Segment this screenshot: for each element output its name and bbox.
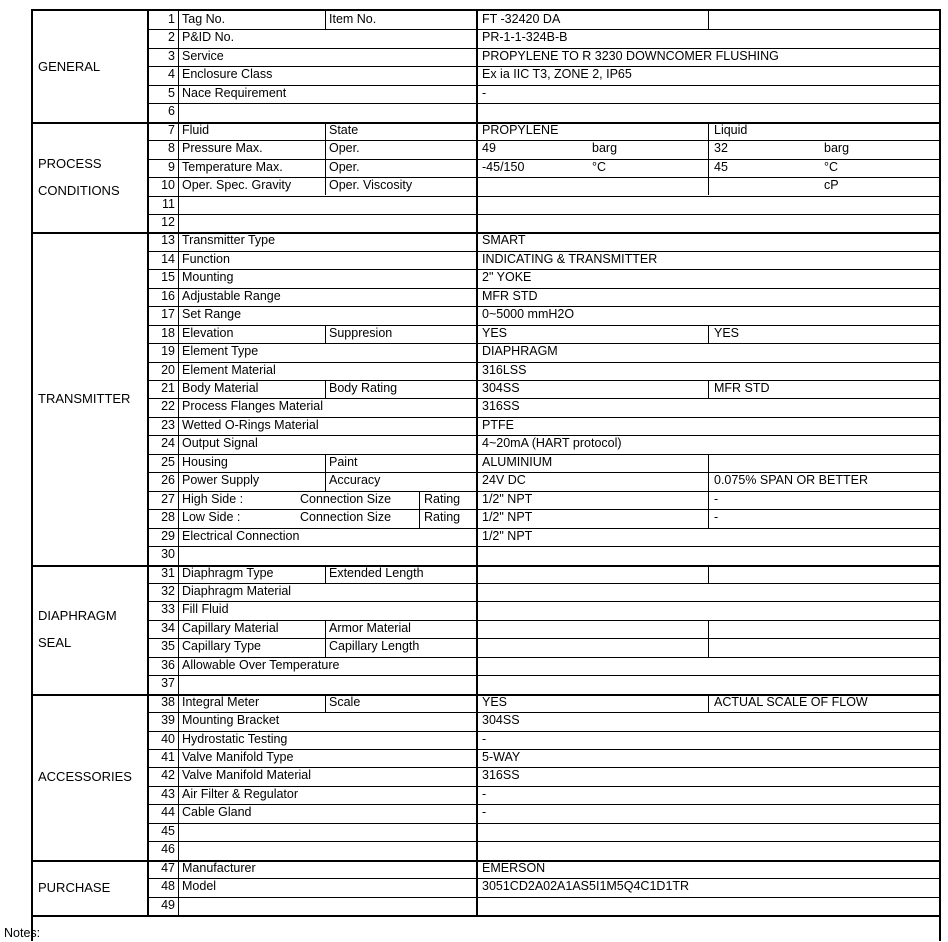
sublabel-divider bbox=[325, 177, 326, 195]
value2-divider bbox=[708, 694, 709, 712]
row-label: Air Filter & Regulator bbox=[182, 786, 299, 801]
row-unit-2: barg bbox=[824, 141, 850, 156]
row-number: 3 bbox=[168, 48, 175, 63]
row-sublabel: Capillary Length bbox=[329, 639, 420, 654]
row-label: Temperature Max. bbox=[182, 159, 283, 174]
row-number: 17 bbox=[161, 307, 175, 322]
value2-divider bbox=[708, 122, 709, 140]
value2-divider bbox=[708, 177, 709, 195]
value2-divider bbox=[708, 620, 709, 638]
value2-divider bbox=[708, 454, 709, 472]
sublabel-divider bbox=[325, 122, 326, 140]
row-sublabel: Paint bbox=[329, 454, 358, 469]
row-number: 11 bbox=[162, 196, 175, 211]
row-label: Wetted O-Rings Material bbox=[182, 417, 319, 432]
rating-divider bbox=[419, 491, 420, 509]
row-value: 5-WAY bbox=[482, 750, 521, 764]
row-label: Power Supply bbox=[182, 473, 260, 488]
row-label: Nace Requirement bbox=[182, 85, 287, 100]
row-number: 28 bbox=[161, 510, 175, 525]
row-value: YES bbox=[482, 694, 508, 709]
row-value: Ex ia IIC T3, ZONE 2, IP65 bbox=[482, 67, 632, 82]
row-label: Output Signal bbox=[182, 436, 258, 451]
row-unit: °C bbox=[592, 159, 607, 174]
row-number: 29 bbox=[161, 528, 175, 543]
row-number: 22 bbox=[161, 399, 175, 414]
row-label: Process Flanges Material bbox=[182, 399, 324, 414]
row-unit: barg bbox=[592, 141, 618, 156]
row-label: Valve Manifold Type bbox=[182, 750, 294, 764]
row-sublabel: Oper. Viscosity bbox=[329, 178, 413, 193]
row-value-2: MFR STD bbox=[714, 381, 770, 395]
row-value: 0~5000 mmH2O bbox=[482, 307, 575, 322]
row-value-2: ACTUAL SCALE OF FLOW bbox=[714, 694, 868, 709]
row-label: Mounting Bracket bbox=[182, 713, 280, 728]
row-sublabel: Accuracy bbox=[329, 473, 381, 488]
row-value-2: - bbox=[714, 510, 719, 525]
row-value-2: YES bbox=[714, 325, 740, 340]
row-number: 30 bbox=[161, 547, 175, 562]
row-number: 16 bbox=[161, 288, 175, 303]
row-number: 46 bbox=[161, 842, 175, 857]
row-label: Hydrostatic Testing bbox=[182, 731, 288, 746]
row-line bbox=[147, 196, 941, 197]
section-label-purchase: PURCHASE bbox=[38, 879, 111, 895]
row-label: Function bbox=[182, 251, 230, 266]
row-value: 1/2" NPT bbox=[482, 510, 533, 525]
section-label-general: GENERAL bbox=[38, 58, 101, 74]
sublabel-divider bbox=[325, 140, 326, 158]
sublabel-divider bbox=[325, 472, 326, 490]
row-sublabel: Oper. bbox=[329, 159, 360, 174]
row-number: 42 bbox=[161, 768, 175, 783]
row-sublabel: Connection Size bbox=[300, 491, 392, 506]
sublabel-divider bbox=[325, 159, 326, 177]
value2-divider bbox=[708, 159, 709, 177]
row-value: MFR STD bbox=[482, 288, 538, 303]
row-sublabel: Extended Length bbox=[329, 565, 424, 580]
row-value: 24V DC bbox=[482, 473, 526, 488]
row-label: High Side : bbox=[182, 491, 244, 506]
row-line bbox=[147, 491, 941, 492]
row-number: 31 bbox=[161, 565, 175, 580]
row-label: Enclosure Class bbox=[182, 67, 273, 82]
row-number: 13 bbox=[161, 233, 175, 248]
row-value: 316SS bbox=[482, 399, 520, 414]
sublabel-divider bbox=[325, 565, 326, 583]
row-value: -45/150 bbox=[482, 159, 525, 174]
value2-divider bbox=[708, 472, 709, 490]
row-line bbox=[147, 897, 941, 898]
notes-label: Notes: bbox=[4, 926, 41, 940]
row-line bbox=[147, 823, 941, 824]
row-number: 15 bbox=[161, 270, 175, 285]
row-label: Elevation bbox=[182, 325, 234, 340]
value2-divider bbox=[708, 11, 709, 29]
row-rating: Rating bbox=[424, 491, 461, 506]
row-number: 35 bbox=[161, 639, 175, 654]
row-value: 3051CD2A02A1AS5I1M5Q4C1D1TR bbox=[482, 879, 690, 894]
row-label: Set Range bbox=[182, 307, 242, 322]
row-number: 37 bbox=[161, 676, 175, 691]
row-value-2: 32 bbox=[714, 141, 728, 156]
row-number: 44 bbox=[161, 805, 175, 820]
row-number: 18 bbox=[161, 325, 175, 340]
row-label: Service bbox=[182, 48, 224, 63]
row-value-2: - bbox=[714, 491, 719, 506]
number-divider bbox=[178, 11, 179, 915]
row-number: 4 bbox=[168, 67, 175, 82]
row-label: Adjustable Range bbox=[182, 288, 281, 303]
row-line bbox=[147, 804, 941, 805]
value2-divider bbox=[708, 140, 709, 158]
row-label: Element Type bbox=[182, 344, 259, 359]
row-label: Body Material bbox=[182, 381, 259, 395]
row-value: 1/2" NPT bbox=[482, 528, 533, 543]
row-number: 38 bbox=[161, 694, 175, 709]
row-number: 39 bbox=[161, 713, 175, 728]
row-line bbox=[147, 140, 941, 141]
rating-divider bbox=[419, 509, 420, 527]
row-sublabel: Body Rating bbox=[329, 381, 398, 395]
row-number: 34 bbox=[161, 620, 175, 635]
row-label: Pressure Max. bbox=[182, 141, 263, 156]
section-label-accessories: ACCESSORIES bbox=[38, 769, 132, 785]
row-number: 43 bbox=[161, 786, 175, 801]
row-label: Transmitter Type bbox=[182, 233, 276, 248]
row-value: INDICATING & TRANSMITTER bbox=[482, 251, 658, 266]
row-value-2: Liquid bbox=[714, 122, 748, 137]
row-value: SMART bbox=[482, 233, 526, 248]
section-label-transmitter: TRANSMITTER bbox=[38, 390, 131, 406]
row-line bbox=[147, 601, 941, 602]
row-value: - bbox=[482, 731, 487, 746]
section-label-process: CONDITIONS bbox=[38, 183, 120, 199]
value2-divider bbox=[708, 509, 709, 527]
row-value: PROPYLENE bbox=[482, 122, 559, 137]
sublabel-divider bbox=[325, 380, 326, 398]
row-value: FT -32420 DA bbox=[482, 12, 561, 26]
row-label: Tag No. bbox=[182, 12, 226, 26]
row-number: 14 bbox=[161, 251, 175, 266]
row-number: 21 bbox=[161, 381, 175, 395]
row-sublabel: Connection Size bbox=[300, 510, 392, 525]
row-value: - bbox=[482, 805, 487, 820]
value-divider bbox=[476, 11, 478, 915]
row-value: ALUMINIUM bbox=[482, 454, 553, 469]
row-label: Model bbox=[182, 879, 217, 894]
row-sublabel: Oper. bbox=[329, 141, 360, 156]
row-label: Capillary Material bbox=[182, 620, 279, 635]
row-number: 45 bbox=[161, 823, 175, 838]
sublabel-divider bbox=[325, 694, 326, 712]
value2-divider bbox=[708, 565, 709, 583]
row-label: Capillary Type bbox=[182, 639, 261, 654]
row-value: - bbox=[482, 786, 487, 801]
row-label: P&ID No. bbox=[182, 30, 235, 45]
row-number: 12 bbox=[161, 214, 175, 229]
value2-divider bbox=[708, 380, 709, 398]
row-value: YES bbox=[482, 325, 508, 340]
row-number: 8 bbox=[168, 141, 175, 156]
row-value: EMERSON bbox=[482, 860, 546, 875]
row-label: Housing bbox=[182, 454, 228, 469]
row-rating: Rating bbox=[424, 510, 461, 525]
section-label-process: PROCESS bbox=[38, 156, 102, 172]
sublabel-divider bbox=[325, 325, 326, 343]
row-number: 32 bbox=[161, 583, 175, 598]
row-label: Integral Meter bbox=[182, 694, 260, 709]
row-unit-2: °C bbox=[824, 159, 839, 174]
section-label-diaphragm: DIAPHRAGM bbox=[38, 608, 117, 624]
row-label: Allowable Over Temperature bbox=[182, 657, 340, 672]
row-label: Mounting bbox=[182, 270, 234, 285]
row-number: 25 bbox=[161, 454, 175, 469]
row-number: 2 bbox=[168, 30, 175, 45]
row-value: 316SS bbox=[482, 768, 520, 783]
row-number: 5 bbox=[168, 85, 175, 100]
row-line bbox=[147, 380, 941, 381]
sublabel-divider bbox=[325, 638, 326, 656]
row-value-2: 45 bbox=[714, 159, 728, 174]
row-number: 24 bbox=[161, 436, 175, 451]
row-number: 48 bbox=[161, 879, 175, 894]
row-label: Diaphragm Material bbox=[182, 583, 292, 598]
row-sublabel: Scale bbox=[329, 694, 361, 709]
row-number: 7 bbox=[168, 122, 175, 137]
row-label: Fill Fluid bbox=[182, 602, 229, 617]
row-value: 49 bbox=[482, 141, 496, 156]
row-number: 47 bbox=[161, 860, 175, 875]
row-number: 49 bbox=[161, 897, 175, 912]
row-line bbox=[147, 214, 941, 215]
row-value: PROPYLENE TO R 3230 DOWNCOMER FLUSHING bbox=[482, 48, 779, 63]
row-number: 9 bbox=[168, 159, 175, 174]
row-sublabel: Armor Material bbox=[329, 620, 411, 635]
row-number: 10 bbox=[161, 178, 175, 193]
row-number: 1 bbox=[168, 12, 175, 26]
row-number: 41 bbox=[161, 750, 175, 764]
row-line bbox=[147, 841, 941, 842]
section-label-diaphragm: SEAL bbox=[38, 635, 72, 651]
row-value: 304SS bbox=[482, 381, 520, 395]
row-label: Manufacturer bbox=[182, 860, 256, 875]
sublabel-divider bbox=[325, 454, 326, 472]
row-number: 27 bbox=[161, 491, 175, 506]
row-line bbox=[147, 638, 941, 639]
row-sublabel: Item No. bbox=[329, 12, 377, 26]
row-label: Cable Gland bbox=[182, 805, 252, 820]
row-sublabel: State bbox=[329, 122, 359, 137]
row-sublabel: Suppresion bbox=[329, 325, 393, 340]
row-label: Valve Manifold Material bbox=[182, 768, 311, 783]
row-value: PR-1-1-324B-B bbox=[482, 30, 568, 45]
row-value: 2" YOKE bbox=[482, 270, 532, 285]
value2-divider bbox=[708, 638, 709, 656]
row-label: Diaphragm Type bbox=[182, 565, 274, 580]
row-number: 33 bbox=[161, 602, 175, 617]
row-value: 1/2" NPT bbox=[482, 491, 533, 506]
row-label: Low Side : bbox=[182, 510, 241, 525]
row-value: PTFE bbox=[482, 417, 514, 432]
row-value: DIAPHRAGM bbox=[482, 344, 558, 359]
sublabel-divider bbox=[325, 620, 326, 638]
row-number: 40 bbox=[161, 731, 175, 746]
row-number: 36 bbox=[161, 657, 175, 672]
row-value: - bbox=[482, 85, 487, 100]
row-line bbox=[147, 509, 941, 510]
row-value: 304SS bbox=[482, 713, 520, 728]
row-line bbox=[147, 269, 941, 270]
row-value: 4~20mA (HART protocol) bbox=[482, 436, 622, 451]
row-number: 6 bbox=[168, 104, 175, 119]
row-number: 23 bbox=[161, 417, 175, 432]
row-label: Oper. Spec. Gravity bbox=[182, 178, 292, 193]
row-unit-2: cP bbox=[824, 178, 839, 193]
value2-divider bbox=[708, 491, 709, 509]
row-number: 20 bbox=[161, 362, 175, 377]
row-value-2: 0.075% SPAN OR BETTER bbox=[714, 473, 868, 488]
bottom-rule bbox=[31, 915, 941, 917]
row-number: 19 bbox=[161, 344, 175, 359]
row-number: 26 bbox=[161, 473, 175, 488]
row-line bbox=[147, 103, 941, 104]
row-line bbox=[147, 325, 941, 326]
sublabel-divider bbox=[325, 11, 326, 29]
row-value: 316LSS bbox=[482, 362, 527, 377]
row-label: Fluid bbox=[182, 122, 210, 137]
row-label: Element Material bbox=[182, 362, 276, 377]
row-line bbox=[147, 546, 941, 547]
value2-divider bbox=[708, 325, 709, 343]
row-label: Electrical Connection bbox=[182, 528, 300, 543]
row-line bbox=[147, 675, 941, 676]
